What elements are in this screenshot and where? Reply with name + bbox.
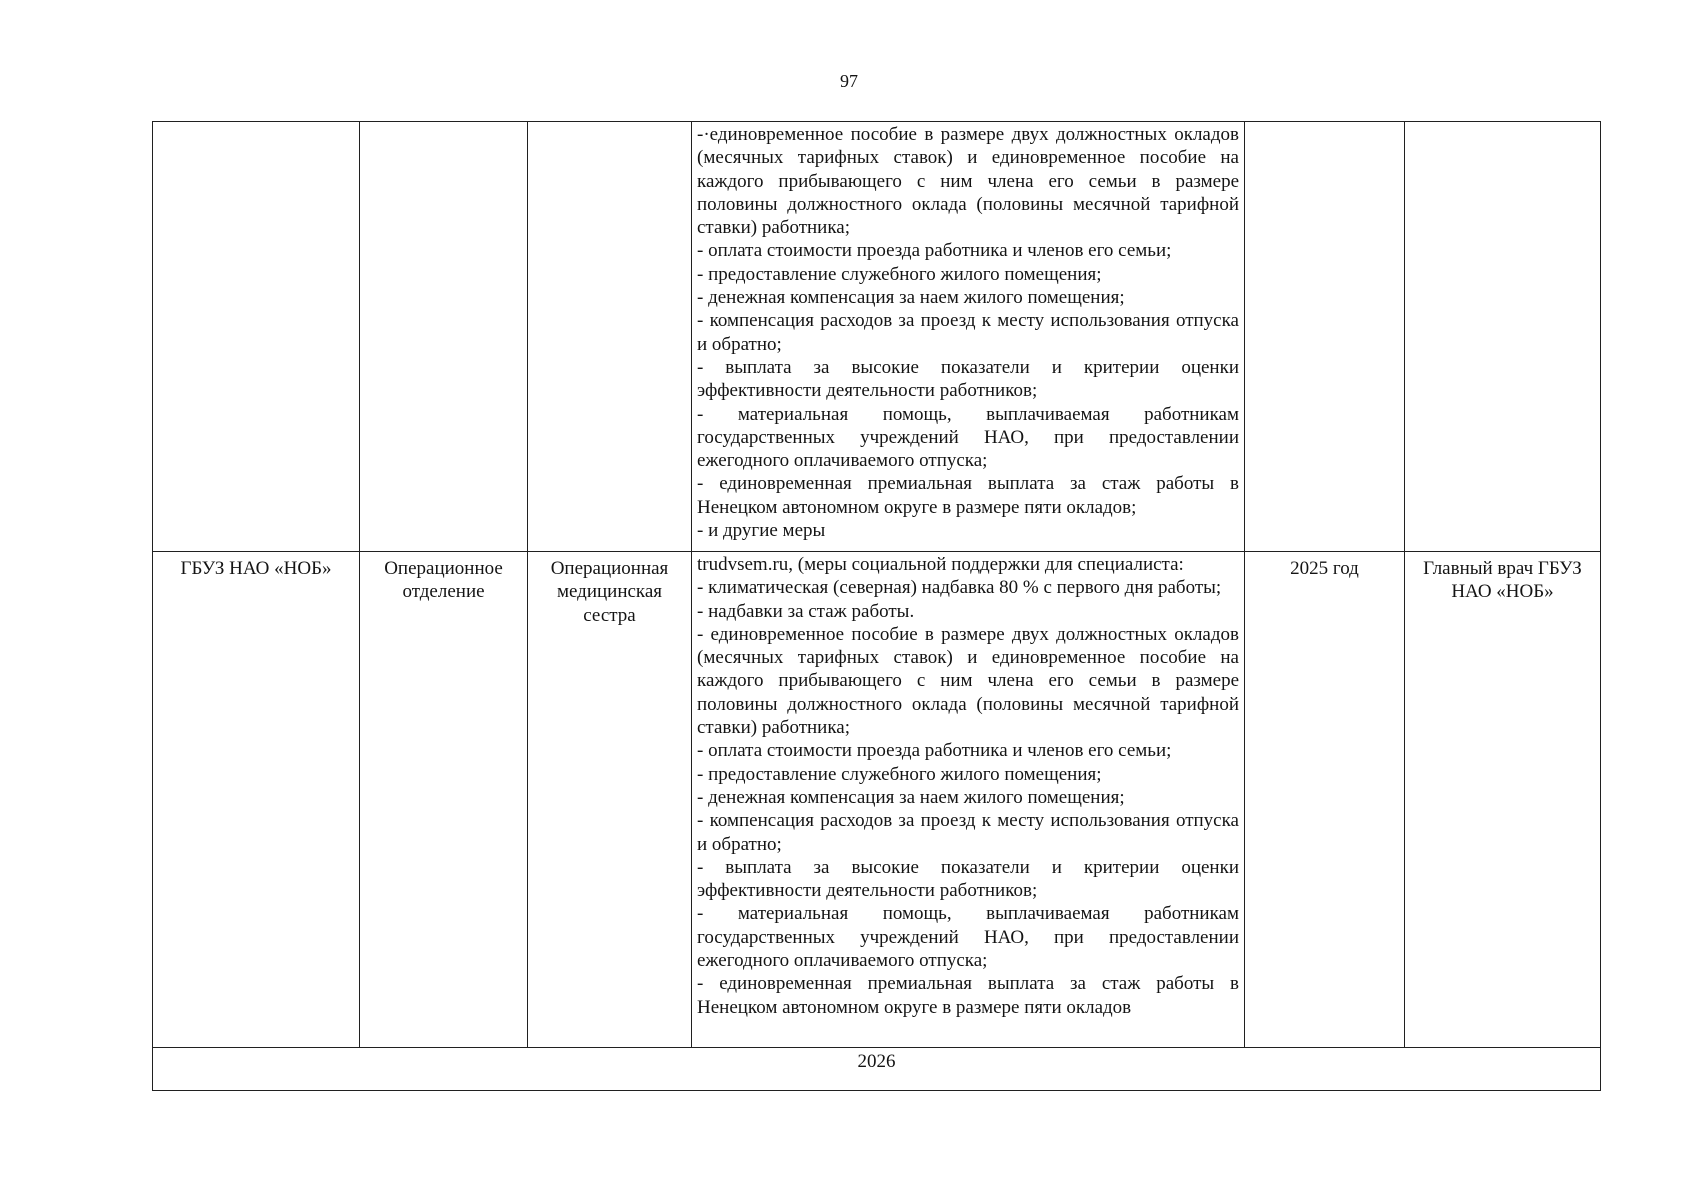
responsible-cell (1405, 122, 1601, 552)
responsible-cell (1405, 552, 1601, 1048)
table-row (153, 552, 1601, 1048)
measure-item: - предоставление служебного жилого помещения; (697, 763, 1102, 785)
measure-item: - материальная помощь, выплачиваемая работникам государственных учреждений НАО, при предоставлении ежегодного оплачиваемого отпуска; (697, 903, 1239, 972)
measure-item: - выплата за высокие показатели и критерии оценки эффективности деятельности работников; (697, 856, 1239, 902)
measure-item: - и другие меры (697, 520, 826, 542)
measure-item: - единовременная премиальная выплата за стаж работы в Ненецком автономном округе в размере пяти окладов (697, 973, 1239, 1018)
department-cell (360, 122, 528, 552)
table-row (153, 122, 1601, 552)
section-year-row (153, 1048, 1601, 1091)
responsible-text: Главный врач ГБУЗ НАО «НОБ» (1423, 558, 1582, 603)
year-text: 2025 год (1290, 558, 1359, 579)
measure-item: - денежная компенсация за наем жилого помещения; (697, 287, 1125, 309)
measures-table (152, 121, 1601, 1091)
measure-item: - оплата стоимости проезда работника и членов его семьи; (697, 240, 1172, 262)
measure-item: trudvsem.ru, (меры социальной поддержки для специалиста: (697, 554, 1184, 575)
organization-text: ГБУЗ НАО «НОБ» (180, 558, 332, 579)
measures-cell (692, 122, 1245, 552)
position-cell (528, 552, 692, 1048)
measure-item: - предоставление служебного жилого помещения; (697, 263, 1102, 285)
measure-item: - компенсация расходов за проезд к месту использования отпуска и обратно; (697, 810, 1239, 855)
measure-item: - компенсация расходов за проезд к месту использования отпуска и обратно; (697, 310, 1239, 355)
position-text: Операционная медицинская сестра (550, 558, 669, 626)
year-cell (1245, 122, 1405, 552)
section-year-cell (153, 1048, 1601, 1091)
organization-cell (153, 552, 360, 1048)
position-cell (528, 122, 692, 552)
page-number: 97 (840, 71, 858, 91)
measure-item: - единовременное пособие в размере двух должностных окладов (месячных тарифных ставок) и единовременное пособие на каждого прибывающего с ним члена его семьи в размере половины должностного оклада (половины месячной тарифной ставки) работника; (697, 623, 1239, 739)
measure-item: -·единовременное пособие в размере двух должностных окладов (месячных тарифных ставок) и единовременное пособие на каждого прибывающего с ним члена его семьи в размере половины должностного оклада (половины месячной тарифной ставки) работника; (697, 124, 1239, 239)
measures-cell (692, 552, 1245, 1048)
department-text: Операционное отделение (384, 558, 503, 603)
section-year: 2026 (857, 1051, 896, 1072)
measure-item: - климатическая (северная) надбавка 80 % с первого дня работы; (697, 577, 1222, 599)
measure-item: - оплата стоимости проезда работника и членов его семьи; (697, 740, 1172, 762)
department-cell (360, 552, 528, 1048)
organization-cell (153, 122, 360, 552)
measure-item: - выплата за высокие показатели и критерии оценки эффективности деятельности работников; (697, 356, 1239, 402)
measure-item: - материальная помощь, выплачиваемая работникам государственных учреждений НАО, при предоставлении ежегодного оплачиваемого отпуска; (697, 403, 1239, 472)
measure-item: - единовременная премиальная выплата за стаж работы в Ненецком автономном округе в размере пяти окладов; (697, 473, 1239, 518)
year-cell (1245, 552, 1405, 1048)
measure-item: - надбавки за стаж работы. (697, 600, 915, 622)
measure-item: - денежная компенсация за наем жилого помещения; (697, 786, 1125, 808)
